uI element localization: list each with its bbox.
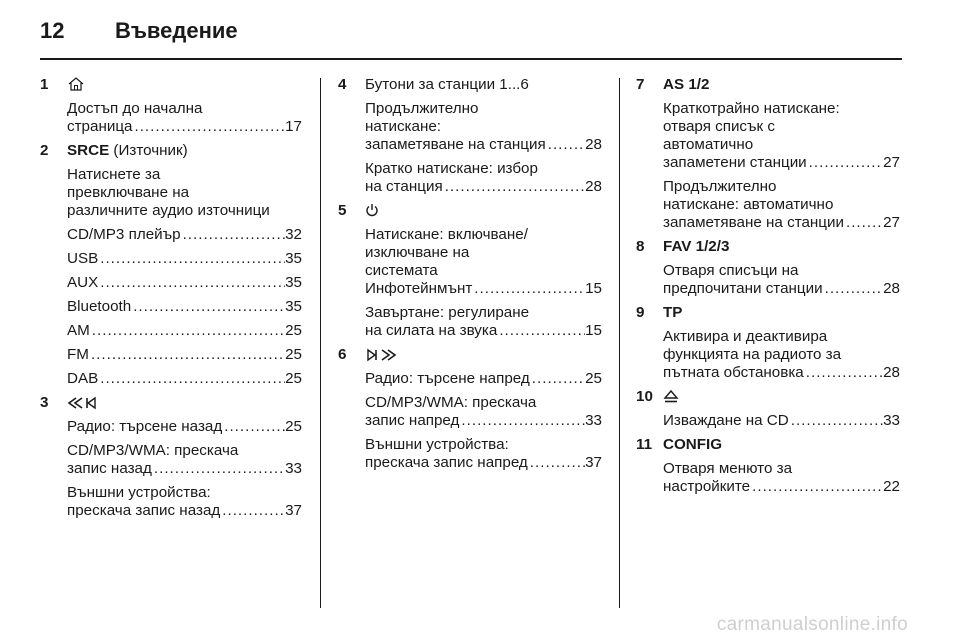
item-number: 7 (636, 76, 645, 93)
reference-text: пътната обстановка (663, 364, 804, 381)
reference-page: 25 (285, 322, 302, 339)
description-line: Кратко натискане: избор (365, 160, 538, 177)
description-paragraph (663, 412, 900, 430)
page-reference (365, 280, 602, 298)
item-number: 2 (40, 142, 49, 159)
reference-page: 37 (285, 502, 302, 519)
reference-page: 25 (285, 346, 302, 363)
description-line: различните аудио източници (67, 202, 270, 219)
reference-page: 35 (285, 274, 302, 291)
description-paragraph (67, 346, 302, 364)
reference-page: 28 (883, 280, 900, 297)
description-line: Външни устройства: (365, 436, 509, 453)
control-item (636, 238, 900, 298)
page-reference (67, 274, 302, 292)
leader-dots (844, 214, 883, 232)
reference-text: запис назад (67, 460, 152, 477)
item-number: 10 (636, 388, 653, 405)
leader-dots (220, 502, 285, 520)
reference-page: 33 (883, 412, 900, 429)
description-paragraph (67, 442, 302, 478)
description-paragraph (663, 100, 900, 172)
seek-back-icon (67, 396, 101, 410)
control-item (40, 76, 302, 136)
description-paragraph (67, 226, 302, 244)
description-paragraph (67, 370, 302, 388)
description-paragraph (365, 370, 602, 388)
reference-text: Инфотейнмънт (365, 280, 473, 297)
leader-dots (823, 280, 884, 298)
leader-dots (132, 118, 285, 136)
control-item (636, 304, 900, 382)
reference-text: Радио: търсене напред (365, 370, 530, 387)
column-3 (636, 76, 900, 502)
description-paragraph (365, 436, 602, 472)
item-number: 5 (338, 202, 347, 219)
control-item (636, 388, 900, 430)
page-reference (67, 322, 302, 340)
control-item (636, 76, 900, 232)
column-divider (320, 78, 321, 608)
description-line: Външни устройства: (67, 484, 211, 501)
reference-page: 27 (883, 214, 900, 231)
reference-text: настройките (663, 478, 751, 495)
page-number: 12 (40, 18, 65, 43)
watermark: carmanualsonline.info (716, 614, 908, 635)
reference-text: Bluetooth (67, 298, 132, 315)
page-reference (365, 370, 602, 388)
page-reference (67, 502, 302, 520)
description-line: изключване на (365, 244, 470, 261)
reference-page: 33 (585, 412, 602, 429)
page-reference (663, 154, 900, 172)
reference-page: 35 (285, 298, 302, 315)
leader-dots (750, 478, 883, 496)
leader-dots (472, 280, 585, 298)
description-line: натискане: (365, 118, 442, 135)
control-item (40, 394, 302, 520)
reference-page: 25 (285, 370, 302, 387)
leader-dots (98, 370, 285, 388)
description-line: отваря списък с (663, 118, 775, 135)
reference-text: запаметяване на станции (663, 214, 844, 231)
reference-page: 27 (883, 154, 900, 171)
item-heading (67, 394, 302, 412)
page-reference (67, 346, 302, 364)
leader-dots (459, 412, 585, 430)
button-name-suffix: (Източник) (109, 142, 188, 159)
page-reference (663, 478, 900, 496)
page-reference (67, 298, 302, 316)
leader-dots (530, 370, 585, 388)
reference-text: запис напред (365, 412, 460, 429)
reference-text: USB (67, 250, 99, 267)
description-paragraph (365, 226, 602, 298)
leader-dots (804, 364, 883, 382)
description-line: Завъртане: регулиране (365, 304, 530, 321)
page-reference (663, 364, 900, 382)
button-name: AS 1/2 (663, 76, 710, 93)
item-heading (365, 346, 602, 364)
item-heading (365, 202, 602, 220)
item-heading (663, 436, 900, 454)
item-heading (663, 76, 900, 94)
description-paragraph (663, 178, 900, 232)
description-paragraph (663, 460, 900, 496)
description-paragraph (365, 394, 602, 430)
control-item (338, 76, 602, 196)
description-line: автоматично (663, 136, 754, 153)
reference-page: 37 (585, 454, 602, 471)
reference-page: 32 (285, 226, 302, 243)
page-reference (663, 280, 900, 298)
leader-dots (222, 418, 285, 436)
eject-icon (663, 388, 679, 404)
button-name: TP (663, 304, 683, 321)
item-number: 9 (636, 304, 645, 321)
description-paragraph (67, 418, 302, 436)
reference-page: 25 (585, 370, 602, 387)
reference-text: AUX (67, 274, 99, 291)
button-name: SRCE (67, 142, 110, 159)
page-reference (67, 418, 302, 436)
page-reference (67, 118, 302, 136)
description-paragraph (67, 274, 302, 292)
page-reference (365, 136, 602, 154)
description-paragraph (67, 100, 302, 136)
page-reference (365, 322, 602, 340)
leader-dots (546, 136, 585, 154)
reference-text: Изваждане на CD (663, 412, 789, 429)
reference-page: 28 (883, 364, 900, 381)
reference-text: прескача запис назад (67, 502, 221, 519)
description-line: Отваря списъци на (663, 262, 799, 279)
button-name: CONFIG (663, 436, 723, 453)
reference-text: предпочитани станции (663, 280, 823, 297)
reference-page: 15 (585, 280, 602, 297)
reference-text: прескача запис напред (365, 454, 528, 471)
control-item (338, 346, 602, 472)
reference-text: CD/MP3 плейър (67, 226, 181, 243)
power-icon (365, 202, 379, 218)
item-number: 8 (636, 238, 645, 255)
item-number: 4 (338, 76, 347, 93)
item-number: 3 (40, 394, 49, 411)
column-1 (40, 76, 302, 526)
column-2 (338, 76, 602, 478)
control-item (636, 436, 900, 496)
leader-dots (131, 298, 285, 316)
reference-text: FM (67, 346, 89, 363)
reference-page: 35 (285, 250, 302, 267)
leader-dots (90, 322, 285, 340)
description-line: Краткотрайно натискане: (663, 100, 840, 117)
page-reference (365, 178, 602, 196)
description-paragraph (67, 298, 302, 316)
leader-dots (807, 154, 883, 172)
reference-text: страница (67, 118, 133, 135)
page-reference (67, 460, 302, 478)
reference-text: Радио: търсене назад (67, 418, 223, 435)
reference-text: AM (67, 322, 90, 339)
description-line: Продължително (663, 178, 777, 195)
description-paragraph (365, 304, 602, 340)
description-line: CD/MP3/WMA: прескача (67, 442, 239, 459)
page-reference (67, 250, 302, 268)
header-rule (40, 58, 902, 60)
leader-dots (443, 178, 585, 196)
page-title: Въведение (115, 18, 238, 43)
reference-page: 15 (585, 322, 602, 339)
button-name: FAV 1/2/3 (663, 238, 730, 255)
page-reference (365, 412, 602, 430)
reference-page: 28 (585, 136, 602, 153)
leader-dots (181, 226, 286, 244)
reference-page: 28 (585, 178, 602, 195)
item-heading (365, 76, 602, 94)
description-paragraph (67, 322, 302, 340)
leader-dots (497, 322, 585, 340)
page-reference (67, 370, 302, 388)
item-heading (663, 388, 900, 406)
reference-text: запаметяване на станция (365, 136, 546, 153)
description-paragraph (365, 100, 602, 154)
control-item (338, 202, 602, 340)
item-heading (67, 76, 302, 94)
description-line: Продължително (365, 100, 479, 117)
item-number: 6 (338, 346, 347, 363)
description-line: Отваря менюто за (663, 460, 793, 477)
leader-dots (98, 250, 285, 268)
page-reference (67, 226, 302, 244)
reference-text: на станция (365, 178, 443, 195)
leader-dots (528, 454, 585, 472)
description-paragraph (67, 166, 302, 220)
description-line: системата (365, 262, 438, 279)
description-paragraph (365, 160, 602, 196)
description-paragraph (663, 262, 900, 298)
home-icon (67, 76, 85, 92)
reference-text: DAB (67, 370, 99, 387)
leader-dots (789, 412, 883, 430)
description-line: Натискане: включване/ (365, 226, 528, 243)
item-heading (663, 238, 900, 256)
control-item (40, 142, 302, 388)
item-title: Бутони за станции 1...6 (365, 76, 529, 93)
description-line: натискане: автоматично (663, 196, 834, 213)
reference-text: запаметени станции (663, 154, 807, 171)
reference-text: на силата на звука (365, 322, 498, 339)
column-divider (619, 78, 620, 608)
description-paragraph (67, 484, 302, 520)
description-line: CD/MP3/WMA: прескача (365, 394, 537, 411)
item-number: 11 (636, 436, 653, 453)
description-line: Достъп до начална (67, 100, 203, 117)
page-reference (663, 214, 900, 232)
description-paragraph (67, 250, 302, 268)
description-line: Активира и деактивира (663, 328, 828, 345)
reference-page: 17 (285, 118, 302, 135)
leader-dots (152, 460, 285, 478)
reference-page: 22 (883, 478, 900, 495)
description-line: функцията на радиото за (663, 346, 842, 363)
page-reference (663, 412, 900, 430)
description-line: превключване на (67, 184, 190, 201)
item-heading (67, 142, 302, 160)
description-line: Натиснете за (67, 166, 161, 183)
description-paragraph (663, 328, 900, 382)
leader-dots (89, 346, 285, 364)
item-heading (663, 304, 900, 322)
seek-forward-icon (365, 348, 399, 362)
reference-page: 25 (285, 418, 302, 435)
leader-dots (98, 274, 285, 292)
page-reference (365, 454, 602, 472)
item-number: 1 (40, 76, 49, 93)
reference-page: 33 (285, 460, 302, 477)
